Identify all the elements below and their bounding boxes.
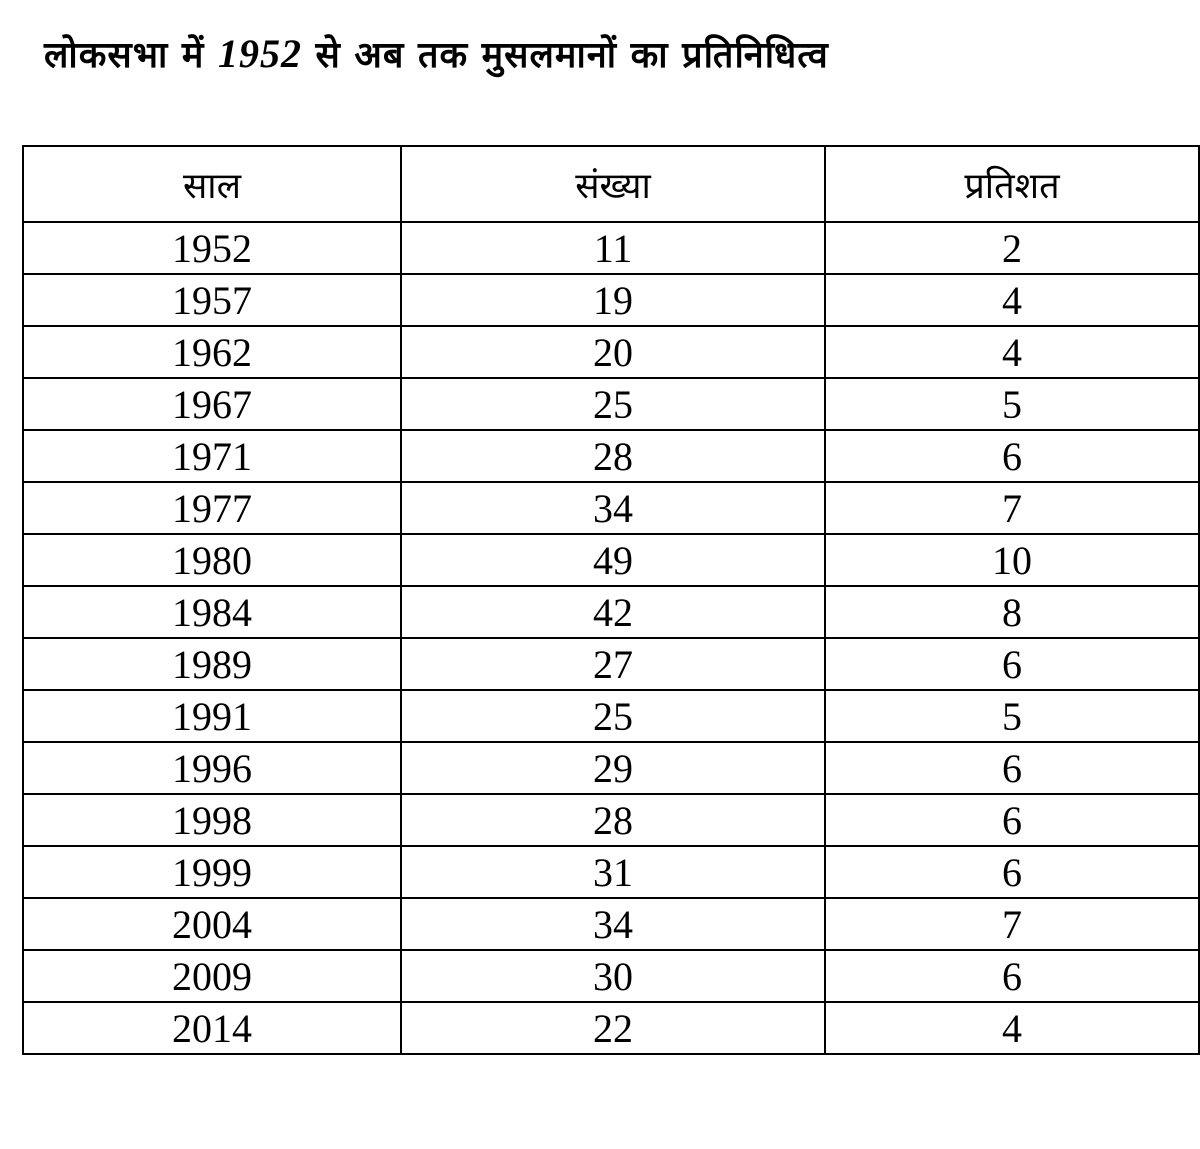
cell-count: 11 [401, 222, 825, 274]
cell-count: 42 [401, 586, 825, 638]
cell-count: 20 [401, 326, 825, 378]
table-row [23, 222, 1199, 274]
cell-year: 1989 [23, 638, 401, 690]
cell-percent: 6 [825, 638, 1199, 690]
cell-count: 27 [401, 638, 825, 690]
table-row [23, 326, 1199, 378]
cell-percent: 6 [825, 430, 1199, 482]
cell-count: 49 [401, 534, 825, 586]
cell-count: 19 [401, 274, 825, 326]
cell-year: 1984 [23, 586, 401, 638]
cell-count: 28 [401, 794, 825, 846]
cell-percent: 6 [825, 742, 1199, 794]
cell-percent: 7 [825, 898, 1199, 950]
title-prefix: लोकसभा में [44, 35, 218, 76]
cell-percent: 6 [825, 846, 1199, 898]
cell-year: 1999 [23, 846, 401, 898]
cell-percent: 6 [825, 950, 1199, 1002]
table-row [23, 742, 1199, 794]
cell-year: 1980 [23, 534, 401, 586]
table-row [23, 846, 1199, 898]
cell-year: 2004 [23, 898, 401, 950]
title-suffix: से अब तक मुसलमानों का प्रतिनिधित्व [301, 35, 829, 76]
cell-count: 34 [401, 898, 825, 950]
cell-year: 1952 [23, 222, 401, 274]
table-row [23, 950, 1199, 1002]
cell-count: 25 [401, 378, 825, 430]
table-row [23, 898, 1199, 950]
cell-percent: 5 [825, 378, 1199, 430]
cell-year: 2014 [23, 1002, 401, 1054]
table-row [23, 534, 1199, 586]
cell-count: 25 [401, 690, 825, 742]
cell-year: 2009 [23, 950, 401, 1002]
representation-table [22, 145, 1200, 1055]
cell-year: 1998 [23, 794, 401, 846]
table-header-row [23, 146, 1199, 222]
cell-percent: 6 [825, 794, 1199, 846]
table-row [23, 1002, 1199, 1054]
cell-percent: 4 [825, 274, 1199, 326]
table-row [23, 482, 1199, 534]
cell-count: 28 [401, 430, 825, 482]
cell-percent: 8 [825, 586, 1199, 638]
cell-year: 1967 [23, 378, 401, 430]
table-body [23, 222, 1199, 1054]
cell-count: 29 [401, 742, 825, 794]
cell-count: 22 [401, 1002, 825, 1054]
header-percent: प्रतिशत [825, 146, 1199, 222]
table-row [23, 378, 1199, 430]
table-row [23, 690, 1199, 742]
cell-year: 1977 [23, 482, 401, 534]
header-year: साल [23, 146, 401, 222]
cell-percent: 7 [825, 482, 1199, 534]
cell-year: 1962 [23, 326, 401, 378]
cell-year: 1991 [23, 690, 401, 742]
cell-percent: 10 [825, 534, 1199, 586]
cell-year: 1957 [23, 274, 401, 326]
page-title [44, 26, 829, 84]
cell-count: 30 [401, 950, 825, 1002]
header-count: संख्या [401, 146, 825, 222]
cell-year: 1996 [23, 742, 401, 794]
table-row [23, 794, 1199, 846]
table-row [23, 430, 1199, 482]
title-year: 1952 [217, 31, 302, 76]
table-row [23, 586, 1199, 638]
cell-percent: 5 [825, 690, 1199, 742]
table-row [23, 638, 1199, 690]
cell-count: 34 [401, 482, 825, 534]
cell-percent: 2 [825, 222, 1199, 274]
cell-percent: 4 [825, 326, 1199, 378]
cell-percent: 4 [825, 1002, 1199, 1054]
cell-year: 1971 [23, 430, 401, 482]
table-row [23, 274, 1199, 326]
cell-count: 31 [401, 846, 825, 898]
